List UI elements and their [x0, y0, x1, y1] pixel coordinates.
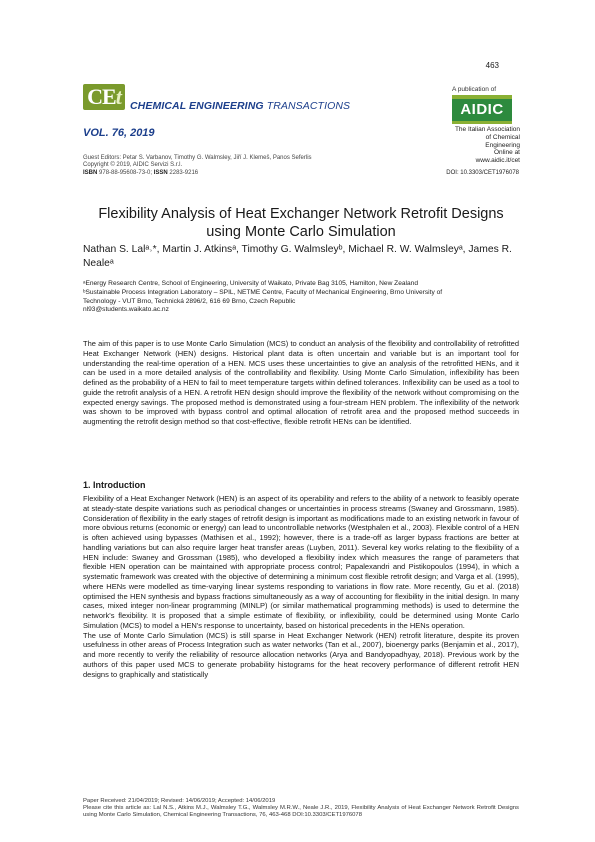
author-list: Nathan S. Lalᵃ˒*, Martin J. Atkinsᵃ, Timothy G. Walmsleyᵇ, Michael R. W. Walmsleyᵃ, James R. Nealeᵃ [83, 244, 512, 269]
editors-block [83, 155, 383, 177]
copyright: Copyright © 2019, AIDIC Servizi S.r.l. [83, 162, 183, 169]
cet-logo: CEt [83, 84, 125, 110]
publication-of-label: A publication of [452, 86, 497, 93]
page-footer [83, 798, 519, 820]
section-heading: 1. Introduction [83, 480, 146, 490]
association-info: The Italian Association of Chemical Engineering Online at www.aidic.it/cet [454, 126, 520, 165]
isbn-issn: ISBN 978-88-95608-73-0; ISSN 2283-9216 [83, 169, 199, 176]
received-dates: Paper Received: 21/04/2019; Revised: 14/06/2019; Accepted: 14/06/2019 [83, 798, 276, 804]
abstract: The aim of this paper is to use Monte Carlo Simulation (MCS) to conduct an analysis of the flexibility and controllability of retrofitted Heat Exchanger Network (HEN) designs. Historical plant data is often uncertain and variable but is an important tool for understanding the real-time operation of a HEN. MCS uses these uncertainties to give an analysis of the retrofitted HENs, and it can be used in a more detailed analysis of the controllability and flexibility. Using Monte Carlo Simulation, inflexibility has been defined as the probability of a HEN to fail to meet temperature targets within defined tolerances. Inflexibility can be used as a tool to guide the retrofit analysis of a HEN. A retrofit HEN design should improve the flexibility of the network without compromising on the expected energy savings. The proposed method is demonstrated using a four-stream HEN problem. The inflexibility of the network was shown to be improved with bypass control and optimal allocation of retrofit area and the proposed method succeeds in augmenting the retrofit design method so that cost-effective, flexible retrofit HENs can be identified. [83, 339, 519, 426]
volume-label: VOL. 76, 2019 [83, 127, 155, 139]
introduction-body [83, 494, 519, 679]
affiliations [83, 280, 519, 315]
affiliation-b-cont: Technology - VUT Brno, Technická 2896/2, 616 69 Brno, Czech Republic [83, 297, 296, 305]
corresponding-email: nl93@students.waikato.ac.nz [83, 306, 169, 314]
intro-paragraph: Flexibility of a Heat Exchanger Network (HEN) is an aspect of its operability and refers to the ability of a network to feasibly operate at steady-state despite variations such as periodical changes or uncertainties in process streams (Swaney and Grossmann, 1985). Consideration of flexibility in the early stages of retrofit design is important as modifications made to an existing network in favour of more obvious returns (economic or energy) can lead to uncontrollable networks (Westphalen et al., 2003). Flexible control of a HEN is often achieved using bypasses (Mathisen et al., 1992); however, there is a trade-off as larger bypass fractions are better at handling variations but can also require larger heat transfer areas (Luyben, 2011). Several key works relating to the flexibility of a HEN include: Swaney and Grossman (1985), who developed a flexibility index which measures the range of parameters that flexible HEN operation can be maintained with appropriate process control; Papalexandri and Pistikopoulos (1994), in which a systematic framework was created with the objective of determining a minimum cost flexible retrofit design; and Varga et al. (1995), where HENs were modelled as time-varying linear systems responding to variations in flow rate. More recently, Gu et al. (2018) optimised the HEN synthesis and bypass fractions simultaneously as a way of accounting for flexibility in the initial design. In many cases, mixed integer non-linear programming (MINLP) (or similar mathematical programming methods) is used to determine the network's flexibility. It is proposed that a simple estimate of flexibility, or inflexibility, could be determined using Monte Carlo Simulation (MCS) to model a HEN's response to uncertainty, based on historical precedents in the HENs operation. [83, 494, 519, 630]
paper-title: Flexibility Analysis of Heat Exchanger Network Retrofit Designs using Monte Carlo Simulation [98, 206, 504, 240]
citation: Please cite this article as: Lal N.S., Atkins M.J., Walmsley T.G., Walmsley M.R.W., Neale J.R., 2019, Flexibility Analysis of Heat Exchanger Network Retrofit Designs using Monte Carlo Simulation, Chemical Engineering Transactions, 76, 463-468 DOI:10.3303/CET1976078 [83, 805, 519, 819]
intro-paragraph: The use of Monte Carlo Simulation (MCS) is still sparse in Heat Exchanger Network (HEN) retrofit literature, despite its proven usefulness in other areas of Process Integration such as water networks (Tan et al., 2007), bioenergy parks (Benjamin et al., 2017), and more recently to verify the reliability of resource allocation networks (Arya and Bandyopadhyay, 2018). Previous work by the authors of this paper used MCS to generate probability histograms for the heat recovery performance of different retrofit HEN designs to graphically and statistically [83, 630, 519, 679]
aidic-logo: AIDIC [452, 95, 512, 125]
affiliation-a: ᵃEnergy Research Centre, School of Engineering, University of Waikato, Private Bag 3105, Hamilton, New Zealand [83, 280, 418, 287]
guest-editors: Guest Editors: Petar S. Varbanov, Timothy G. Walmsley, Jiří J. Klemeš, Panos Seferlis [83, 155, 312, 161]
affiliation-b: ᵇSustainable Process Integration Laboratory – SPIL, NETME Centre, Faculty of Mechanical Engineering, Brno University of [83, 288, 443, 296]
journal-name: CHEMICAL ENGINEERING TRANSACTIONS [130, 100, 351, 112]
page-number: 463 [485, 61, 499, 70]
doi-label: DOI: 10.3303/CET1976078 [446, 170, 519, 176]
